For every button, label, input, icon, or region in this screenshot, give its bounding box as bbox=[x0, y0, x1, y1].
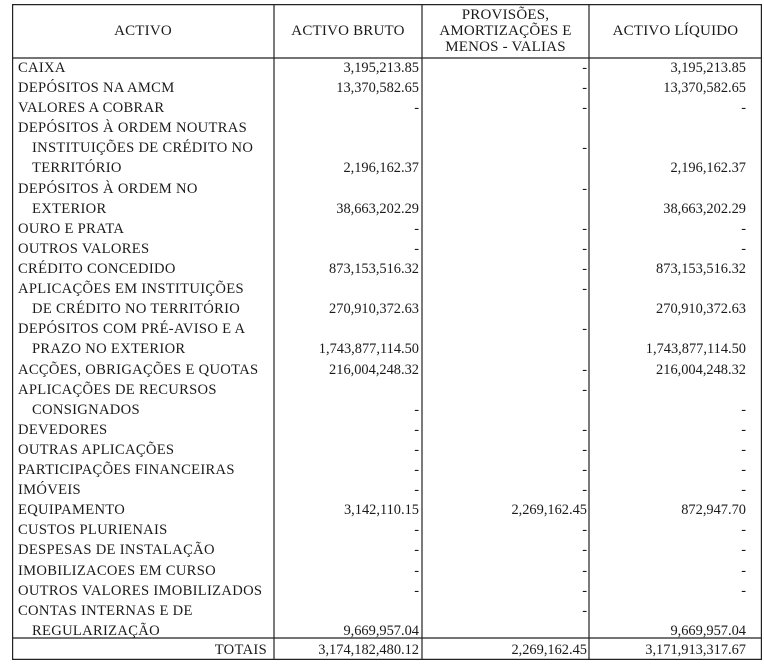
row-label-line: DEVEDORES bbox=[18, 421, 108, 438]
row-label bbox=[18, 58, 66, 78]
cell-activo-liquido: 2,196,162.37 bbox=[670, 160, 746, 177]
table-row bbox=[12, 58, 762, 78]
row-label-line: TERRITÓRIO bbox=[32, 160, 122, 177]
balance-sheet-table bbox=[12, 4, 762, 660]
row-label-line: INSTITUIÇÕES DE CRÉDITO NO bbox=[32, 140, 254, 157]
cell-activo-bruto: - bbox=[414, 522, 419, 539]
cell-activo-liquido: - bbox=[741, 441, 746, 458]
cell-provisoes: - bbox=[582, 542, 587, 559]
row-label-line: APLICAÇÕES DE RECURSOS bbox=[18, 381, 217, 398]
row-label bbox=[18, 360, 258, 380]
row-label-line: CRÉDITO CONCEDIDO bbox=[18, 261, 176, 277]
cell-activo-liquido: 216,004,248.32 bbox=[656, 361, 746, 378]
row-label bbox=[18, 420, 107, 440]
cell-activo-liquido: 873,153,516.32 bbox=[656, 261, 746, 277]
cell-activo-liquido: - bbox=[741, 462, 746, 478]
row-label-line: ACÇÕES, OBRIGAÇÕES E QUOTAS bbox=[18, 361, 259, 378]
cell-provisoes: - bbox=[582, 100, 587, 117]
row-label-line: DE CRÉDITO NO TERRITÓRIO bbox=[32, 301, 241, 318]
row-label bbox=[18, 460, 235, 480]
table-row bbox=[12, 319, 762, 359]
row-label-line: OUTRAS APLICAÇÕES bbox=[18, 441, 175, 458]
cell-activo-liquido: - bbox=[741, 542, 746, 559]
cell-provisoes: - bbox=[582, 240, 587, 257]
cell-activo-bruto: - bbox=[414, 441, 419, 458]
row-label-line: OUTROS VALORES IMOBILIZADOS bbox=[18, 582, 263, 599]
row-label-line: DEPÓSITOS À ORDEM NO bbox=[18, 180, 198, 197]
row-label-line: PRAZO NO EXTERIOR bbox=[32, 341, 186, 358]
totals-liquido: 3,171,913,317.67 bbox=[645, 642, 746, 658]
cell-provisoes: - bbox=[582, 482, 587, 499]
row-label bbox=[18, 380, 217, 420]
row-label-line: CONTAS INTERNAS E DE bbox=[18, 602, 193, 619]
row-label bbox=[18, 78, 174, 98]
row-label bbox=[18, 520, 168, 540]
row-label-line: CUSTOS PLURIENAIS bbox=[18, 522, 168, 539]
table-row bbox=[12, 440, 762, 460]
totals-provisoes: 2,269,162.45 bbox=[511, 642, 587, 658]
cell-provisoes: - bbox=[582, 361, 587, 378]
cell-provisoes: - bbox=[582, 180, 587, 197]
cell-activo-liquido: - bbox=[741, 220, 746, 237]
cell-activo-bruto: 38,663,202.29 bbox=[336, 200, 419, 217]
cell-activo-bruto: - bbox=[414, 582, 419, 599]
row-label bbox=[18, 601, 193, 641]
row-label-line: OURO E PRATA bbox=[18, 220, 125, 237]
header-activo: ACTIVO bbox=[114, 23, 172, 39]
row-label-line: EXTERIOR bbox=[32, 200, 107, 217]
row-label bbox=[18, 239, 149, 259]
cell-activo-bruto: - bbox=[414, 421, 419, 438]
cell-provisoes: - bbox=[582, 462, 587, 478]
row-label-line: VALORES A COBRAR bbox=[18, 100, 165, 117]
cell-activo-liquido: - bbox=[741, 401, 746, 418]
row-label-line: DEPÓSITOS À ORDEM NOUTRAS bbox=[18, 120, 247, 137]
cell-provisoes: - bbox=[582, 441, 587, 458]
row-label bbox=[18, 98, 164, 118]
row-label bbox=[18, 480, 81, 500]
cell-provisoes: - bbox=[582, 522, 587, 539]
totals-label: TOTAIS bbox=[214, 642, 267, 658]
cell-provisoes: - bbox=[582, 281, 587, 298]
row-label-line: OUTROS VALORES bbox=[18, 240, 150, 257]
header-provisoes: PROVISÕES, AMORTIZAÇÕES E MENOS - VALIAS bbox=[439, 7, 572, 55]
table-row bbox=[12, 480, 762, 500]
table-row bbox=[12, 460, 762, 480]
cell-activo-bruto: - bbox=[414, 462, 419, 478]
cell-provisoes: - bbox=[582, 381, 587, 398]
row-label-line: EQUIPAMENTO bbox=[18, 502, 126, 519]
cell-activo-bruto: 3,195,213.85 bbox=[343, 60, 419, 76]
cell-activo-liquido: 38,663,202.29 bbox=[663, 200, 746, 217]
table-row bbox=[12, 279, 762, 319]
table-row bbox=[12, 520, 762, 540]
cell-activo-bruto: 9,669,957.04 bbox=[343, 622, 419, 639]
row-label-line: DEPÓSITOS NA AMCM bbox=[18, 80, 175, 97]
cell-activo-liquido: 1,743,877,114.50 bbox=[645, 341, 746, 358]
cell-activo-bruto: - bbox=[414, 562, 419, 579]
cell-activo-liquido: 270,910,372.63 bbox=[656, 301, 746, 318]
cell-activo-bruto: - bbox=[414, 401, 419, 418]
header-activo-bruto: ACTIVO BRUTO bbox=[291, 23, 405, 39]
row-label bbox=[18, 259, 176, 279]
row-label bbox=[18, 440, 174, 460]
row-label bbox=[18, 540, 215, 560]
table-row bbox=[12, 179, 762, 219]
row-label-line: CAIXA bbox=[18, 60, 66, 76]
row-label-line: DESPESAS DE INSTALAÇÃO bbox=[18, 542, 215, 559]
cell-activo-liquido: 3,195,213.85 bbox=[670, 60, 746, 76]
row-label-line: REGULARIZAÇÃO bbox=[32, 622, 160, 639]
table-row bbox=[12, 581, 762, 601]
cell-provisoes: - bbox=[582, 60, 587, 76]
cell-activo-bruto: 3,142,110.15 bbox=[343, 502, 419, 519]
cell-activo-liquido: - bbox=[741, 562, 746, 579]
row-label-line: PARTICIPAÇÕES FINANCEIRAS bbox=[18, 462, 235, 478]
row-label-line: DEPÓSITOS COM PRÉ-AVISO E A bbox=[18, 321, 246, 338]
cell-activo-liquido: - bbox=[741, 522, 746, 539]
cell-provisoes: - bbox=[582, 261, 587, 277]
cell-activo-liquido: - bbox=[741, 240, 746, 257]
row-label bbox=[18, 118, 253, 178]
cell-activo-liquido: 9,669,957.04 bbox=[670, 622, 746, 639]
cell-activo-bruto: - bbox=[414, 482, 419, 499]
cell-activo-bruto: - bbox=[414, 220, 419, 237]
cell-activo-bruto: - bbox=[414, 542, 419, 559]
cell-activo-bruto: 216,004,248.32 bbox=[329, 361, 419, 378]
row-label bbox=[18, 279, 244, 319]
cell-provisoes: - bbox=[582, 220, 587, 237]
cell-activo-bruto: 270,910,372.63 bbox=[329, 301, 419, 318]
cell-activo-bruto: 1,743,877,114.50 bbox=[318, 341, 419, 358]
table-row bbox=[12, 540, 762, 560]
table-row bbox=[12, 561, 762, 581]
table-row bbox=[12, 239, 762, 259]
row-label-line: CONSIGNADOS bbox=[32, 401, 140, 418]
table-row bbox=[12, 78, 762, 98]
cell-activo-bruto: 2,196,162.37 bbox=[343, 160, 419, 177]
cell-provisoes: - bbox=[582, 562, 587, 579]
cell-activo-liquido: - bbox=[741, 482, 746, 499]
cell-activo-liquido: - bbox=[741, 100, 746, 117]
table-row bbox=[12, 219, 762, 239]
row-label bbox=[18, 581, 262, 601]
cell-activo-bruto: 873,153,516.32 bbox=[329, 261, 419, 277]
cell-provisoes: 2,269,162.45 bbox=[511, 502, 587, 519]
row-label-line: APLICAÇÕES EM INSTITUIÇÕES bbox=[18, 281, 244, 298]
totals-bruto: 3,174,182,480.12 bbox=[318, 642, 419, 658]
cell-activo-liquido: 13,370,582.65 bbox=[663, 80, 746, 97]
table-row bbox=[12, 601, 762, 641]
cell-provisoes: - bbox=[582, 321, 587, 338]
table-row bbox=[12, 500, 762, 520]
cell-provisoes: - bbox=[582, 421, 587, 438]
cell-activo-bruto: - bbox=[414, 100, 419, 117]
cell-provisoes: - bbox=[582, 602, 587, 619]
cell-activo-liquido: - bbox=[741, 421, 746, 438]
row-label bbox=[18, 500, 125, 520]
cell-activo-liquido: 872,947.70 bbox=[681, 502, 746, 519]
table-row bbox=[12, 360, 762, 380]
row-label bbox=[18, 561, 216, 581]
row-label-line: IMÓVEIS bbox=[18, 482, 81, 499]
table-row bbox=[12, 98, 762, 118]
cell-provisoes: - bbox=[582, 582, 587, 599]
table-row bbox=[12, 380, 762, 420]
table-row bbox=[12, 259, 762, 279]
cell-provisoes: - bbox=[582, 80, 587, 97]
row-label bbox=[18, 179, 198, 219]
row-label-line: IMOBILIZACOES EM CURSO bbox=[18, 562, 216, 579]
row-label bbox=[18, 219, 124, 239]
table-row bbox=[12, 118, 762, 178]
row-label bbox=[18, 319, 245, 359]
cell-activo-bruto: 13,370,582.65 bbox=[336, 80, 419, 97]
cell-activo-liquido: - bbox=[741, 582, 746, 599]
table-row bbox=[12, 420, 762, 440]
cell-provisoes: - bbox=[582, 140, 587, 157]
header-activo-liquido: ACTIVO LÍQUIDO bbox=[612, 23, 739, 39]
cell-activo-bruto: - bbox=[414, 240, 419, 257]
